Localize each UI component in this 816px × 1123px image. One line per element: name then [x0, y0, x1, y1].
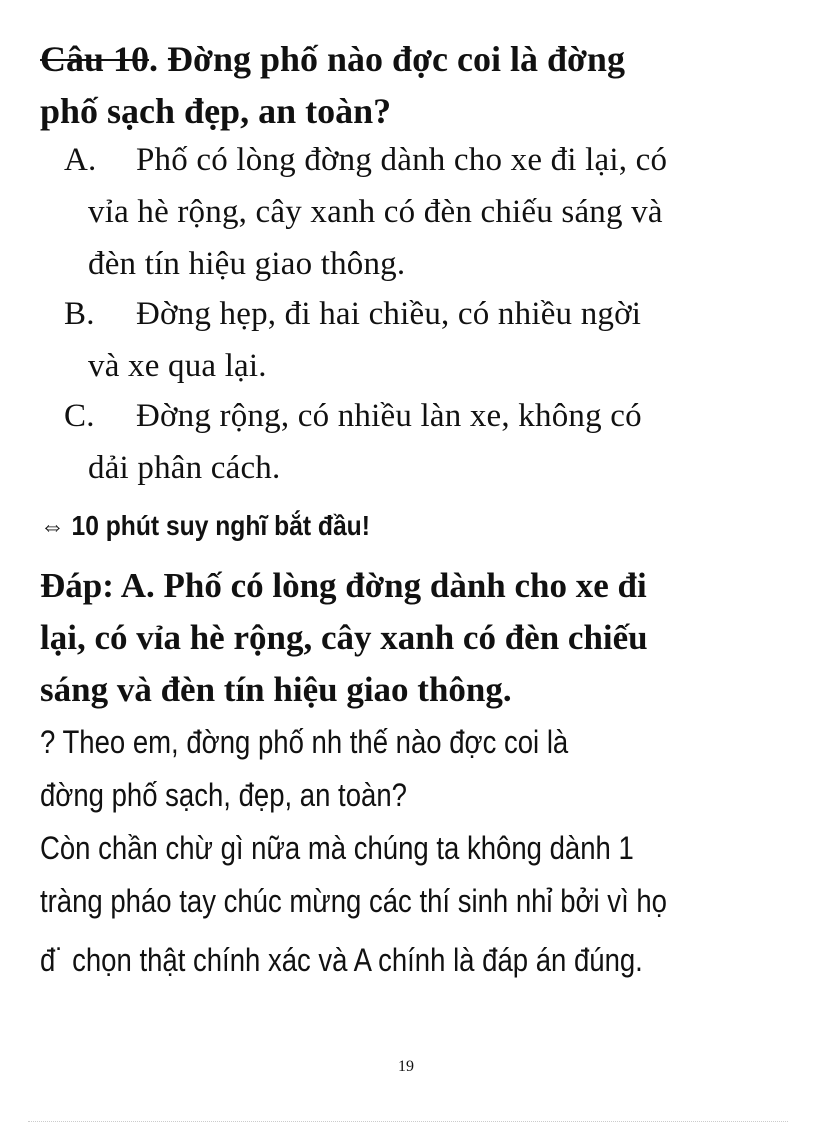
- option-c: [64, 398, 642, 435]
- option-b-line-1: Đờng hẹp, đi hai chiều, có nhiều ngời: [136, 296, 642, 332]
- option-b-line-2: và xe qua lại.: [88, 348, 267, 384]
- option-a-line-1: Phố có lòng đờng dành cho xe đi lại, có: [136, 142, 668, 178]
- option-c-letter: C.: [64, 398, 95, 434]
- question-title-line-2: phố sạch đẹp, an toàn?: [40, 91, 392, 131]
- question-title-rest: . Đờng phố nào đợc coi là đờng: [149, 39, 625, 79]
- discussion-line-4: tràng pháo tay chúc mừng các thí sinh nhỉ bởi vì họ: [40, 883, 667, 919]
- option-c-line-2: dải phân cách.: [88, 450, 281, 486]
- option-a: [64, 142, 667, 179]
- option-a-line-2: vỉa hè rộng, cây xanh có đèn chiếu sáng và: [88, 194, 663, 230]
- timer-note-text: 10 phút suy nghĩ bắt đầu!: [71, 510, 370, 541]
- page-number: 19: [398, 1058, 414, 1075]
- option-b: [64, 296, 641, 333]
- footer-divider: [28, 1121, 788, 1122]
- option-a-letter: A.: [64, 142, 97, 178]
- question-number: Câu 10: [40, 39, 150, 79]
- answer-line-2: lại, có vỉa hè rộng, cây xanh có đèn chiếu: [40, 618, 648, 657]
- discussion-line-1: ? Theo em, đờng phố nh thế nào đợc coi là: [40, 724, 569, 760]
- timer-note: [40, 510, 370, 542]
- option-b-letter: B.: [64, 296, 95, 332]
- discussion-line-2: đờng phố sạch, đẹp, an toàn?: [40, 777, 407, 813]
- double-arrow-icon: ⇔: [40, 510, 65, 541]
- discussion-line-3: Còn chần chừ gì nữa mà chúng ta không dành 1: [40, 830, 634, 866]
- answer-line-3: sáng và đèn tín hiệu giao thông.: [40, 670, 512, 709]
- option-c-line-1: Đờng rộng, có nhiều làn xe, không có: [136, 398, 642, 434]
- answer-line-1: Đáp: A. Phố có lòng đờng dành cho xe đi: [40, 566, 647, 605]
- question-title-line-1: [40, 38, 625, 80]
- option-a-line-3: đèn tín hiệu giao thông.: [88, 246, 406, 282]
- discussion-line-5: đ˙ chọn thật chính xác và A chính là đáp án đúng.: [40, 942, 643, 978]
